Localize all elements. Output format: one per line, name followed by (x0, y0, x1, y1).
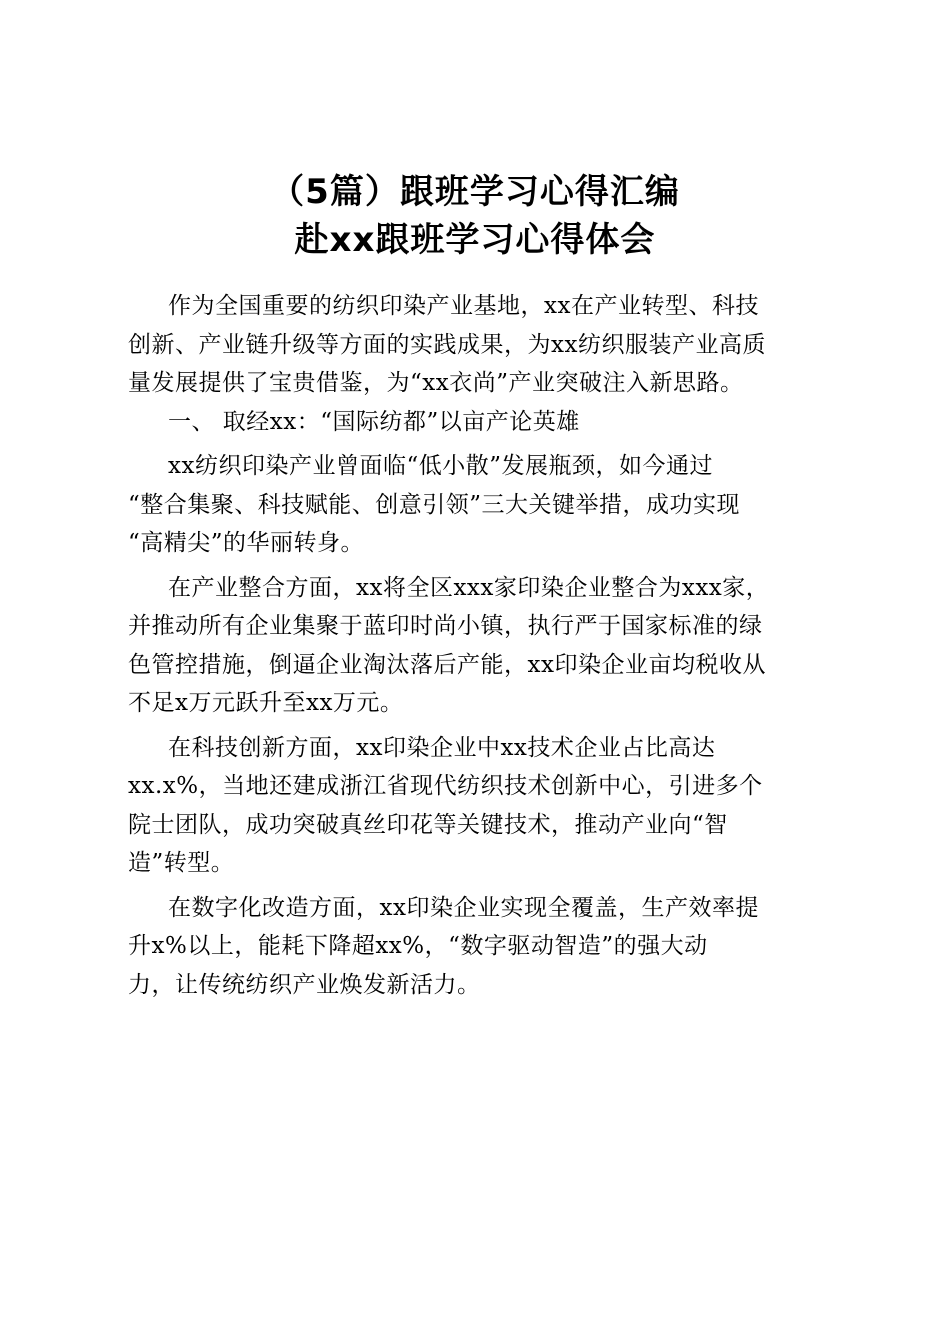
section-heading-text: 一、 取经xx：“国际纺都”以亩产论英雄 (168, 408, 580, 435)
paragraph-integration (128, 569, 824, 723)
text-line: 在产业整合方面，xx将全区xxx家印染企业整合为xxx家， (168, 574, 770, 601)
text-line: 在数字化改造方面，xx印染企业实现全覆盖，生产效率提 (168, 894, 759, 921)
section-heading (128, 403, 824, 442)
paragraph-digitalization (128, 889, 824, 1005)
paragraph-intro (128, 287, 824, 403)
paragraph-background (128, 447, 824, 563)
text-line: 升x%以上，能耗下降超xx%，“数字驱动智造”的强大动 (128, 933, 708, 959)
text-line: 不足x万元跃升至xx万元。 (128, 690, 404, 716)
text-line: 院士团队，成功突破真丝印花等关键技术，推动产业向“智 (128, 811, 728, 838)
title-line-1: （5篇）跟班学习心得汇编 (270, 172, 680, 212)
text-line: 色管控措施，倒逼企业淘汰落后产能，xx印染企业亩均税收从 (128, 651, 766, 678)
paragraph-innovation (128, 729, 824, 883)
text-line: 造”转型。 (128, 850, 235, 876)
text-line: 量发展提供了宝贵借鉴，为“xx衣尚”产业突破注入新思路。 (128, 370, 744, 396)
text-line: “整合集聚、科技赋能、创意引领”三大关键举措，成功实现 (128, 491, 741, 518)
document-body (128, 287, 824, 1004)
text-line: 创新、产业链升级等方面的实践成果，为xx纺织服装产业高质 (128, 331, 766, 358)
text-line: “高精尖”的华丽转身。 (128, 530, 365, 556)
text-line: 力，让传统纺织产业焕发新活力。 (128, 971, 481, 998)
text-line: xx.x%，当地还建成浙江省现代纺织技术创新中心，引进多个 (128, 773, 763, 799)
text-line: xx纺织印染产业曾面临“低小散”发展瓶颈，如今通过 (168, 453, 713, 479)
text-line: 作为全国重要的纺织印染产业基地，xx在产业转型、科技 (168, 293, 759, 319)
document-title (0, 168, 950, 264)
text-line: 在科技创新方面，xx印染企业中xx技术企业占比高达 (168, 734, 716, 761)
text-line: 并推动所有企业集聚于蓝印时尚小镇，执行严于国家标准的绿 (128, 613, 763, 639)
title-line-2: 赴xx跟班学习心得体会 (294, 220, 656, 260)
